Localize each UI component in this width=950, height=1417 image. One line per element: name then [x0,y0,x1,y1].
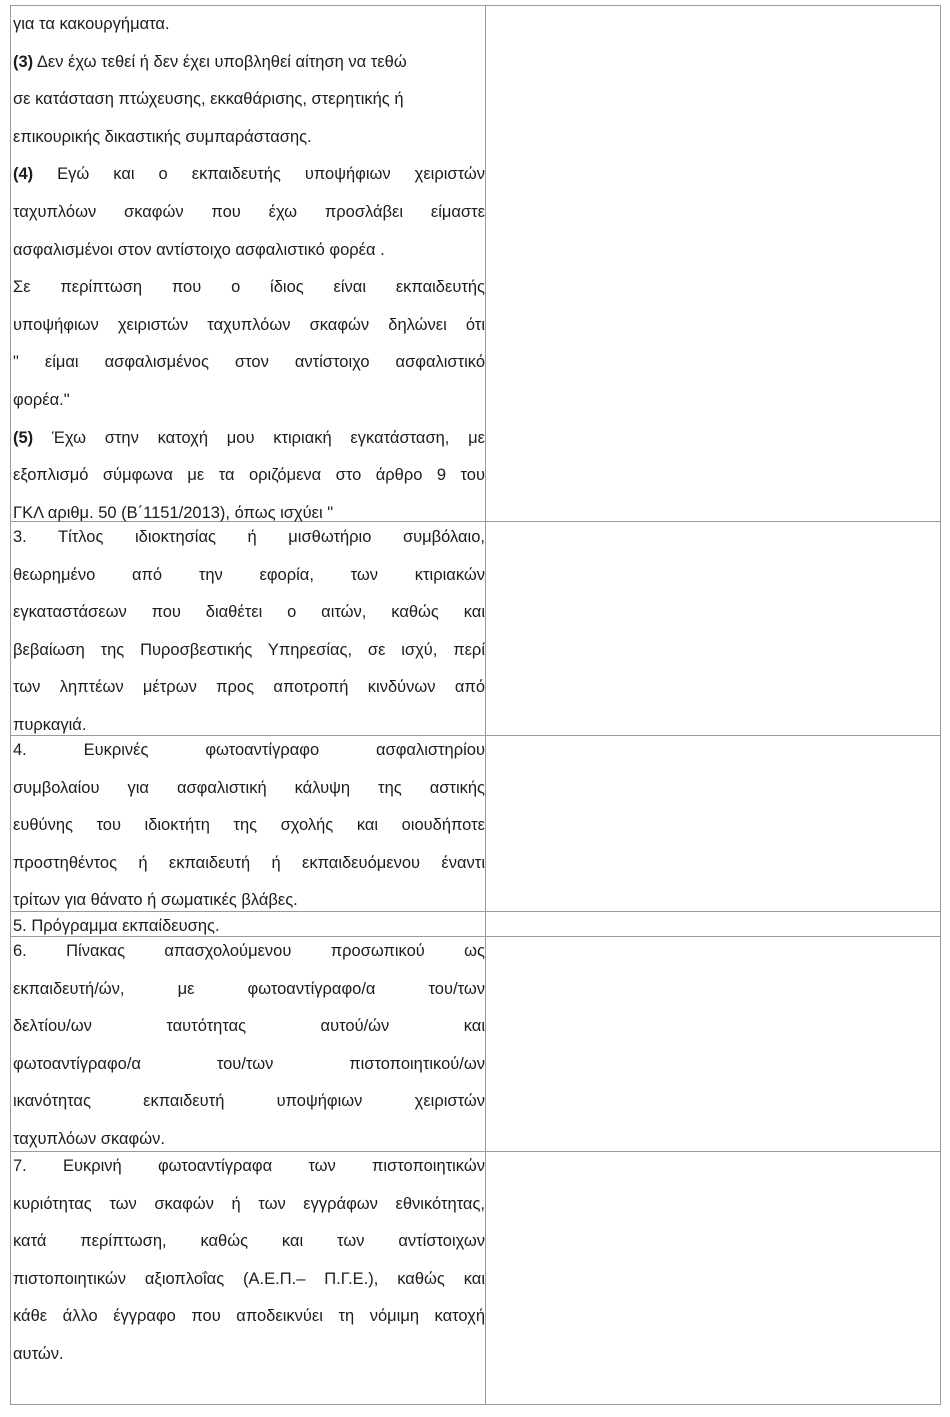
text-line [13,527,485,547]
text-line [13,52,485,72]
text-line [13,352,485,372]
line-text: ταχυπλόων σκαφών. [13,1130,165,1148]
line-text: φωτοαντίγραφο/α του/των πιστοποιητικού/ων [13,1054,485,1073]
text-line [13,1269,485,1289]
line-text: δελτίου/ων ταυτότητας αυτού/ών και [13,1017,485,1036]
text-line [13,127,485,147]
line-text: ΓΚΛ αριθμ. 50 (Β΄1151/2013), όπως ισχύει " [13,503,334,522]
table-row [10,5,941,522]
line-text: ταχυπλόων σκαφών που έχω προσλάβει είμαστε [13,203,485,221]
text-line [13,1016,485,1036]
text-line [13,164,485,184]
line-text: επικουρικής δικαστικής συμπαράστασης. [13,127,312,146]
line-text: ευθύνης του ιδιοκτήτη της σχολής και οιουδήποτε [13,816,485,835]
text-line [13,1194,485,1214]
line-text: για τα κακουργήματα. [13,15,170,33]
text-line [13,465,485,485]
empty-cell [486,912,941,936]
item-number: (5) [13,428,34,447]
description-cell [10,736,486,911]
item-number: (3) [13,52,34,71]
text-line [13,315,485,335]
line-text: εγκαταστάσεων που διαθέτει ο αιτών, καθώς και [13,603,485,622]
line-text: συμβολαίου για ασφαλιστική κάλυψη της αστικής [13,778,485,797]
line-text: προστηθέντος ή εκπαιδευτή ή εκπαιδευόμενου έναντι [13,853,485,872]
line-text: 3. Τίτλος ιδιοκτησίας ή μισθωτήριο συμβόλαιο, [13,528,485,546]
text-line [13,740,485,760]
line-text: κατά περίπτωση, καθώς και των αντίστοιχων [13,1232,485,1251]
text-line [13,677,485,697]
line-text: αυτών. [13,1345,64,1363]
text-line [13,715,485,735]
text-line [13,202,485,222]
text-line [13,941,485,961]
line-text: εκπαιδευτή/ών, με φωτοαντίγραφο/α του/των [13,979,485,998]
text-line [13,1231,485,1251]
line-text: θεωρημένο από την εφορία, των κτιριακών [13,565,485,584]
line-text: κυριότητας των σκαφών ή των εγγράφων εθνικότητας, [13,1194,485,1213]
line-text: 5. Πρόγραμμα εκπαίδευσης. [13,917,220,935]
text-line [13,1054,485,1074]
text-line [13,815,485,835]
text-line [13,853,485,873]
text-line [13,979,485,999]
line-text: πυρκαγιά. [13,716,87,734]
line-text: πιστοποιητικών αξιοπλοΐας (Α.Ε.Π.– Π.Γ.Ε.), καθώς και [13,1269,485,1288]
empty-cell [486,6,941,521]
table-row [10,736,941,912]
line-text: φορέα." [13,391,70,409]
text-line [13,390,485,410]
line-text: Δεν έχω τεθεί ή δεν έχει υποβληθεί αίτηση να τεθώ [33,52,407,71]
table-row [10,1152,941,1405]
text-line [13,1156,485,1176]
item-number: (4) [13,165,34,184]
line-text: βεβαίωση της Πυροσβεστικής Υπηρεσίας, σε ισχύ, περί [13,640,485,659]
line-text: Σε περίπτωση που ο ίδιος είναι εκπαιδευτής [13,278,485,297]
table-row [10,937,941,1152]
description-cell [10,912,486,936]
line-text: κάθε άλλο έγγραφο που αποδεικνύει τη νόμιμη κατοχή [13,1307,485,1326]
text-line [13,240,485,260]
text-line [13,1344,485,1364]
description-cell [10,6,486,521]
description-cell [10,522,486,735]
table-row [10,912,941,937]
line-text: 6. Πίνακας απασχολούμενου προσωπικού ως [13,942,485,960]
text-line [13,89,485,109]
text-line [13,428,485,448]
line-text: των ληπτέων μέτρων προς αποτροπή κινδύνων από [13,678,485,697]
empty-cell [486,522,941,735]
line-text: " είμαι ασφαλισμένος στον αντίστοιχο ασφαλιστικό [13,353,485,372]
text-line [13,916,485,936]
line-text: 4. Ευκρινές φωτοαντίγραφο ασφαλιστηρίου [13,741,485,759]
empty-cell [486,937,941,1151]
text-line [13,565,485,585]
line-text: Έχω στην κατοχή μου κτιριακή εγκατάσταση, με [33,428,485,447]
table-row [10,522,941,736]
empty-cell [486,1152,941,1404]
line-text: 7. Ευκρινή φωτοαντίγραφα των πιστοποιητικών [13,1157,485,1175]
text-line [13,778,485,798]
empty-cell [486,736,941,911]
line-text: υποψήφιων χειριστών ταχυπλόων σκαφών δηλώνει ότι [13,315,485,334]
text-line [13,1091,485,1111]
description-cell [10,1152,486,1404]
line-text: ασφαλισμένοι στον αντίστοιχο ασφαλιστικό φορέα . [13,240,385,259]
line-text: σε κατάσταση πτώχευσης, εκκαθάρισης, στερητικής ή [13,90,404,109]
text-line [13,503,485,523]
line-text: τρίτων για θάνατο ή σωματικές βλάβες. [13,891,298,910]
text-line [13,14,485,34]
description-cell [10,937,486,1151]
text-line [13,890,485,910]
line-text: ικανότητας εκπαιδευτή υποψήφιων χειριστών [13,1092,485,1111]
text-line [13,277,485,297]
text-line [13,640,485,660]
text-line [13,602,485,622]
text-line [13,1129,485,1149]
line-text: εξοπλισμό σύμφωνα με τα οριζόμενα στο άρθρο 9 του [13,466,485,485]
text-line [13,1306,485,1326]
line-text: Εγώ και ο εκπαιδευτής υποψήφιων χειριστών [33,165,485,184]
